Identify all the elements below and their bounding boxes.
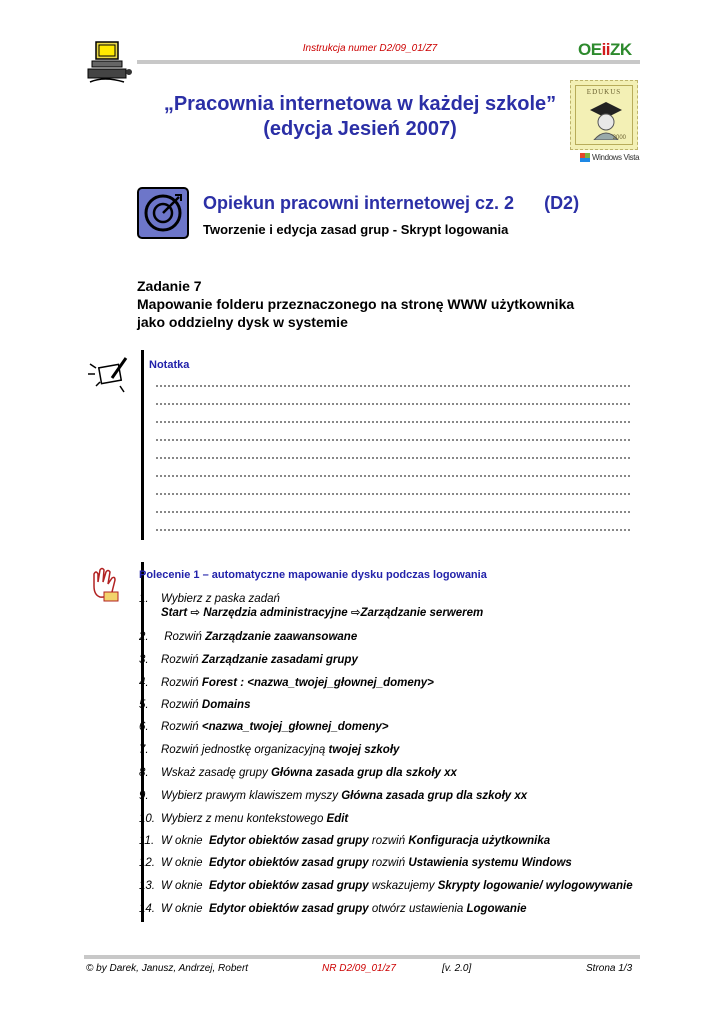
note-line: [156, 493, 630, 496]
step-text: W oknie: [161, 857, 209, 869]
step-text: Wskaż zasadę grupy: [161, 767, 271, 779]
step-emphasis: Zarządzanie zaawansowane: [205, 631, 358, 643]
command-step: [139, 812, 348, 826]
command-step: [139, 766, 457, 780]
step-text: Wybierz z paska zadań: [161, 593, 280, 605]
step-text: Rozwiń: [161, 677, 202, 689]
step-emphasis: Domains: [201, 699, 251, 711]
step-text: Wybierz prawym klawiszem myszy: [161, 790, 342, 802]
windows-vista-logo: Windows Vista: [580, 153, 639, 162]
note-line: [156, 529, 630, 532]
step-number: 2.: [139, 631, 149, 643]
computer-clipart-icon: [84, 38, 136, 86]
step-text: rozwiń: [368, 835, 409, 847]
step-number: 12.: [139, 857, 155, 869]
section-title: Opiekun pracowni internetowej cz. 2 (D2): [203, 193, 580, 213]
step-text: wskazujemy: [368, 880, 438, 892]
step-emphasis: Edytor obiektów zasad grupy: [208, 880, 369, 892]
note-line: [156, 511, 630, 514]
step-emphasis: Forest : <nazwa_twojej_głownej_domeny>: [201, 677, 434, 689]
header-rule: [137, 60, 640, 64]
step-emphasis: Edytor obiektów zasad grupy: [208, 835, 369, 847]
step-number: 1.: [139, 593, 149, 605]
instruction-number: Instrukcja numer D2/09_01/Z7: [302, 43, 438, 54]
command-step: [139, 902, 527, 916]
step-emphasis: twojej szkoły: [328, 744, 400, 756]
step-emphasis: Główna zasada grup dla szkoły xx: [270, 767, 457, 779]
step-emphasis: Logowanie: [466, 903, 527, 915]
step-number: 11.: [139, 835, 155, 847]
task-title-line1: Mapowanie folderu przeznaczonego na stronę WWW użytkownika: [137, 296, 575, 312]
note-line: [156, 439, 630, 442]
command-step: [139, 606, 483, 620]
step-emphasis: Skrypty logowanie/ wylogowywanie: [437, 880, 633, 892]
step-emphasis: Główna zasada grup dla szkoły xx: [341, 790, 528, 802]
command-title: Polecenie 1 – automatyczne mapowanie dysku podczas logowania: [139, 569, 487, 581]
note-line: [156, 457, 630, 460]
command-step: [139, 720, 389, 734]
step-emphasis: Konfiguracja użytkownika: [408, 835, 551, 847]
step-number: 14.: [139, 903, 155, 915]
step-text: W oknie: [161, 903, 209, 915]
footer-page: Strona 1/3: [586, 963, 633, 974]
step-text: W oknie: [161, 835, 209, 847]
step-text: Wybierz z menu kontekstowego: [161, 813, 327, 825]
footer-version: [v. 2.0]: [442, 963, 472, 974]
step-emphasis: Zarządzanie zasadami grupy: [201, 654, 358, 666]
footer-number: NR D2/09_01/z7: [322, 963, 396, 974]
step-number: 13.: [139, 880, 155, 892]
step-text: otwórz ustawienia: [368, 903, 467, 915]
step-number: 9.: [139, 790, 149, 802]
task-number: Zadanie 7: [137, 278, 202, 294]
edukus-stamp: EDUKUS 2000: [570, 80, 638, 150]
command-step: [139, 856, 572, 870]
command-step: [139, 743, 399, 757]
note-line: [156, 403, 630, 406]
task-title-line2: jako oddzielny dysk w systemie: [137, 314, 348, 330]
page-title-line2: (edycja Jesień 2007): [263, 118, 457, 140]
footer-rule: [84, 955, 640, 959]
step-emphasis: Ustawienia systemu Windows: [408, 857, 572, 869]
step-text: Rozwiń: [161, 631, 206, 643]
step-emphasis: Edytor obiektów zasad grupy: [208, 857, 369, 869]
step-number: 8.: [139, 767, 149, 779]
pen-note-icon: [86, 354, 132, 396]
note-line: [156, 385, 630, 388]
page-title-line1: „Pracownia internetowa w każdej szkole”: [163, 93, 557, 115]
step-text: Rozwiń jednostkę organizacyjną: [161, 744, 329, 756]
step-text: rozwiń: [368, 857, 409, 869]
command-step: [139, 592, 280, 606]
section-subtitle: Tworzenie i edycja zasad grup - Skrypt logowania: [203, 222, 509, 237]
step-text: Rozwiń: [161, 721, 202, 733]
oeiizk-logo: OEiiZK: [578, 40, 632, 59]
command-step: [139, 834, 550, 848]
step-number: 10.: [139, 813, 155, 825]
footer-author: © by Darek, Janusz, Andrzej, Robert: [86, 963, 249, 974]
command-step: [139, 698, 250, 712]
step-text: W oknie: [161, 880, 209, 892]
note-line: [156, 475, 630, 478]
note-divider: [141, 350, 144, 540]
note-label: Notatka: [149, 359, 190, 371]
command-step: [139, 676, 434, 690]
step-emphasis: Edytor obiektów zasad grupy: [208, 903, 369, 915]
command-step: [139, 630, 357, 644]
windows-flag-icon: [580, 153, 590, 162]
command-step: [139, 789, 527, 803]
step-number: 7.: [139, 744, 149, 756]
step-emphasis: Edit: [326, 813, 349, 825]
step-number: 4.: [139, 677, 149, 689]
step-text: Rozwiń: [161, 699, 202, 711]
note-line: [156, 421, 630, 424]
hand-pointer-icon: [86, 564, 126, 604]
step-emphasis: <nazwa_twojej_głownej_domeny>: [201, 721, 389, 733]
step-emphasis: Start ⇨ Narzędzia administracyjne ⇨Zarządzanie serwerem: [161, 607, 484, 619]
step-text: Rozwiń: [161, 654, 202, 666]
step-number: 5.: [139, 699, 149, 711]
step-number: 3.: [139, 654, 149, 666]
command-step: [139, 879, 633, 893]
target-icon: [137, 187, 189, 239]
command-step: [139, 653, 358, 667]
step-number: 6.: [139, 721, 149, 733]
